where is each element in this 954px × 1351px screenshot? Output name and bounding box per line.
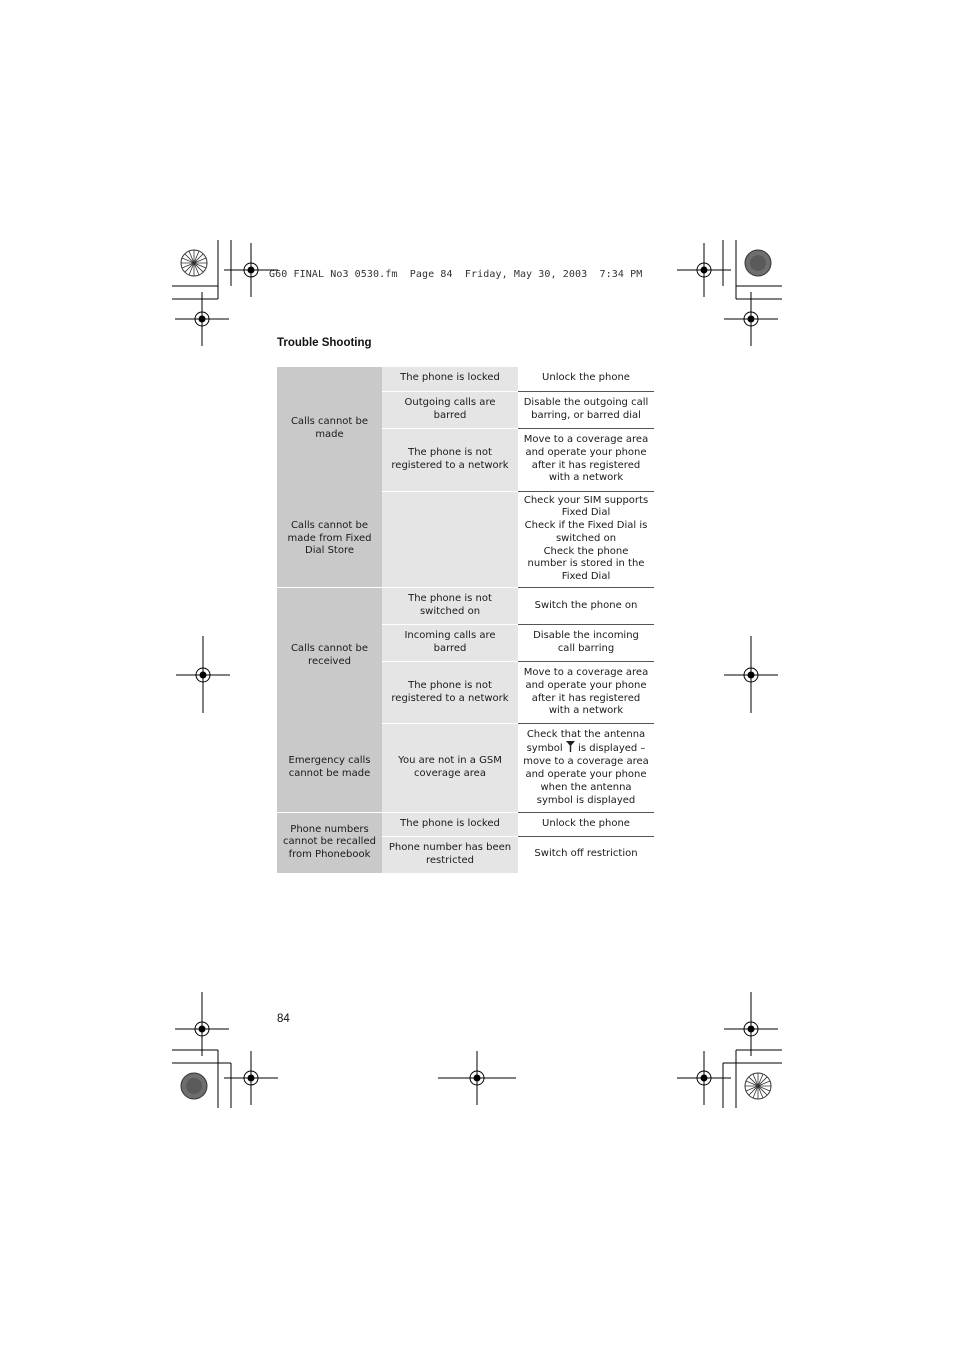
cause-cell: Outgoing calls are barred (382, 391, 518, 428)
solution-cell: Disable the outgoing call barring, or barred dial (518, 391, 654, 428)
cause-cell: The phone is locked (382, 367, 518, 391)
solution-text: Check that the antenna symbol (526, 728, 646, 755)
cause-cell: You are not in a GSM coverage area (382, 724, 518, 813)
crop-mark-top-left (172, 240, 231, 299)
cause-cell: The phone is not switched on (382, 588, 518, 625)
problem-cell: Calls cannot be made from Fixed Dial Store (277, 491, 382, 588)
solution-cell: Switch off restriction (518, 837, 654, 873)
registration-mark (175, 292, 229, 346)
solution-line: Check the phone number is stored in the Fixed Dial (527, 545, 645, 583)
print-header: G60 FINAL No3 0530.fm Page 84 Friday, May 30, 2003 7:34 PM (269, 269, 643, 280)
cause-cell: Incoming calls are barred (382, 625, 518, 662)
problem-cell: Calls cannot be received (277, 588, 382, 724)
problem-cell: Phone numbers cannot be recalled from Phonebook (277, 813, 382, 873)
solution-cell: Disable the incoming call barring (518, 625, 654, 662)
crop-mark-bottom-left (172, 1050, 231, 1108)
solution-line: Check your SIM supports Fixed Dial (523, 494, 649, 519)
registration-mark (224, 243, 278, 297)
page-number: 84 (277, 1013, 290, 1025)
solution-text: is displayed – move to a coverage area and operate your phone when the antenna symbol is displayed (523, 743, 649, 806)
cause-cell: The phone is locked (382, 813, 518, 837)
solution-cell: Unlock the phone (518, 367, 654, 391)
problem-cell: Emergency calls cannot be made (277, 724, 382, 813)
section-title: Trouble Shooting (277, 337, 372, 349)
solution-cell: Move to a coverage area and operate your phone after it has registered with a network (518, 428, 654, 491)
registration-mark (724, 292, 778, 346)
problem-cell: Calls cannot be made (277, 367, 382, 491)
cause-cell: Phone number has been restricted (382, 837, 518, 873)
cause-cell: The phone is not registered to a network (382, 662, 518, 724)
solution-line: Check if the Fixed Dial is switched on (524, 520, 648, 544)
solution-cell: Unlock the phone (518, 813, 654, 837)
solution-cell: Move to a coverage area and operate your phone after it has registered with a network (518, 662, 654, 724)
crop-mark-bottom-right (723, 1050, 782, 1108)
solution-cell: Switch the phone on (518, 588, 654, 625)
registration-mark (224, 1051, 278, 1105)
cause-cell: The phone is not registered to a network (382, 428, 518, 491)
crop-mark-top-right (723, 240, 782, 299)
